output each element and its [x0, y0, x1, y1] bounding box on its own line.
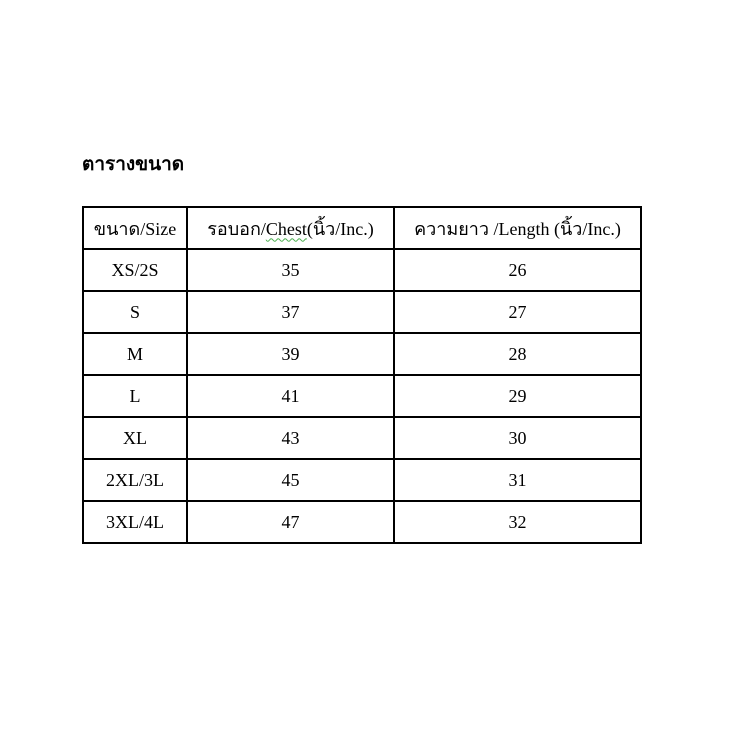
cell-size: S [83, 291, 187, 333]
cell-chest: 35 [187, 249, 394, 291]
cell-size: XS/2S [83, 249, 187, 291]
cell-length: 27 [394, 291, 641, 333]
header-chest-suffix: (นิ้ว/Inc.) [306, 218, 374, 239]
cell-size: XL [83, 417, 187, 459]
header-chest-prefix: รอบอก/ [207, 218, 266, 239]
cell-length: 28 [394, 333, 641, 375]
table-row [83, 375, 641, 417]
cell-length: 32 [394, 501, 641, 543]
table-row [83, 249, 641, 291]
cell-length: 26 [394, 249, 641, 291]
cell-chest: 47 [187, 501, 394, 543]
header-chest [187, 207, 394, 249]
table-row [83, 333, 641, 375]
cell-chest: 45 [187, 459, 394, 501]
cell-size: L [83, 375, 187, 417]
cell-length: 31 [394, 459, 641, 501]
cell-length: 29 [394, 375, 641, 417]
cell-length: 30 [394, 417, 641, 459]
page-title: ตารางขนาด [82, 154, 185, 175]
table-row [83, 291, 641, 333]
table-row [83, 501, 641, 543]
cell-size: M [83, 333, 187, 375]
header-chest-word: Chest [265, 218, 307, 239]
cell-chest: 37 [187, 291, 394, 333]
table-row [83, 417, 641, 459]
table-row [83, 459, 641, 501]
cell-size: 3XL/4L [83, 501, 187, 543]
size-chart-table [82, 206, 642, 544]
table-header-row [83, 207, 641, 249]
header-size: ขนาด/Size [83, 207, 187, 249]
cell-size: 2XL/3L [83, 459, 187, 501]
header-length: ความยาว /Length (นิ้ว/Inc.) [394, 207, 641, 249]
cell-chest: 43 [187, 417, 394, 459]
cell-chest: 39 [187, 333, 394, 375]
cell-chest: 41 [187, 375, 394, 417]
